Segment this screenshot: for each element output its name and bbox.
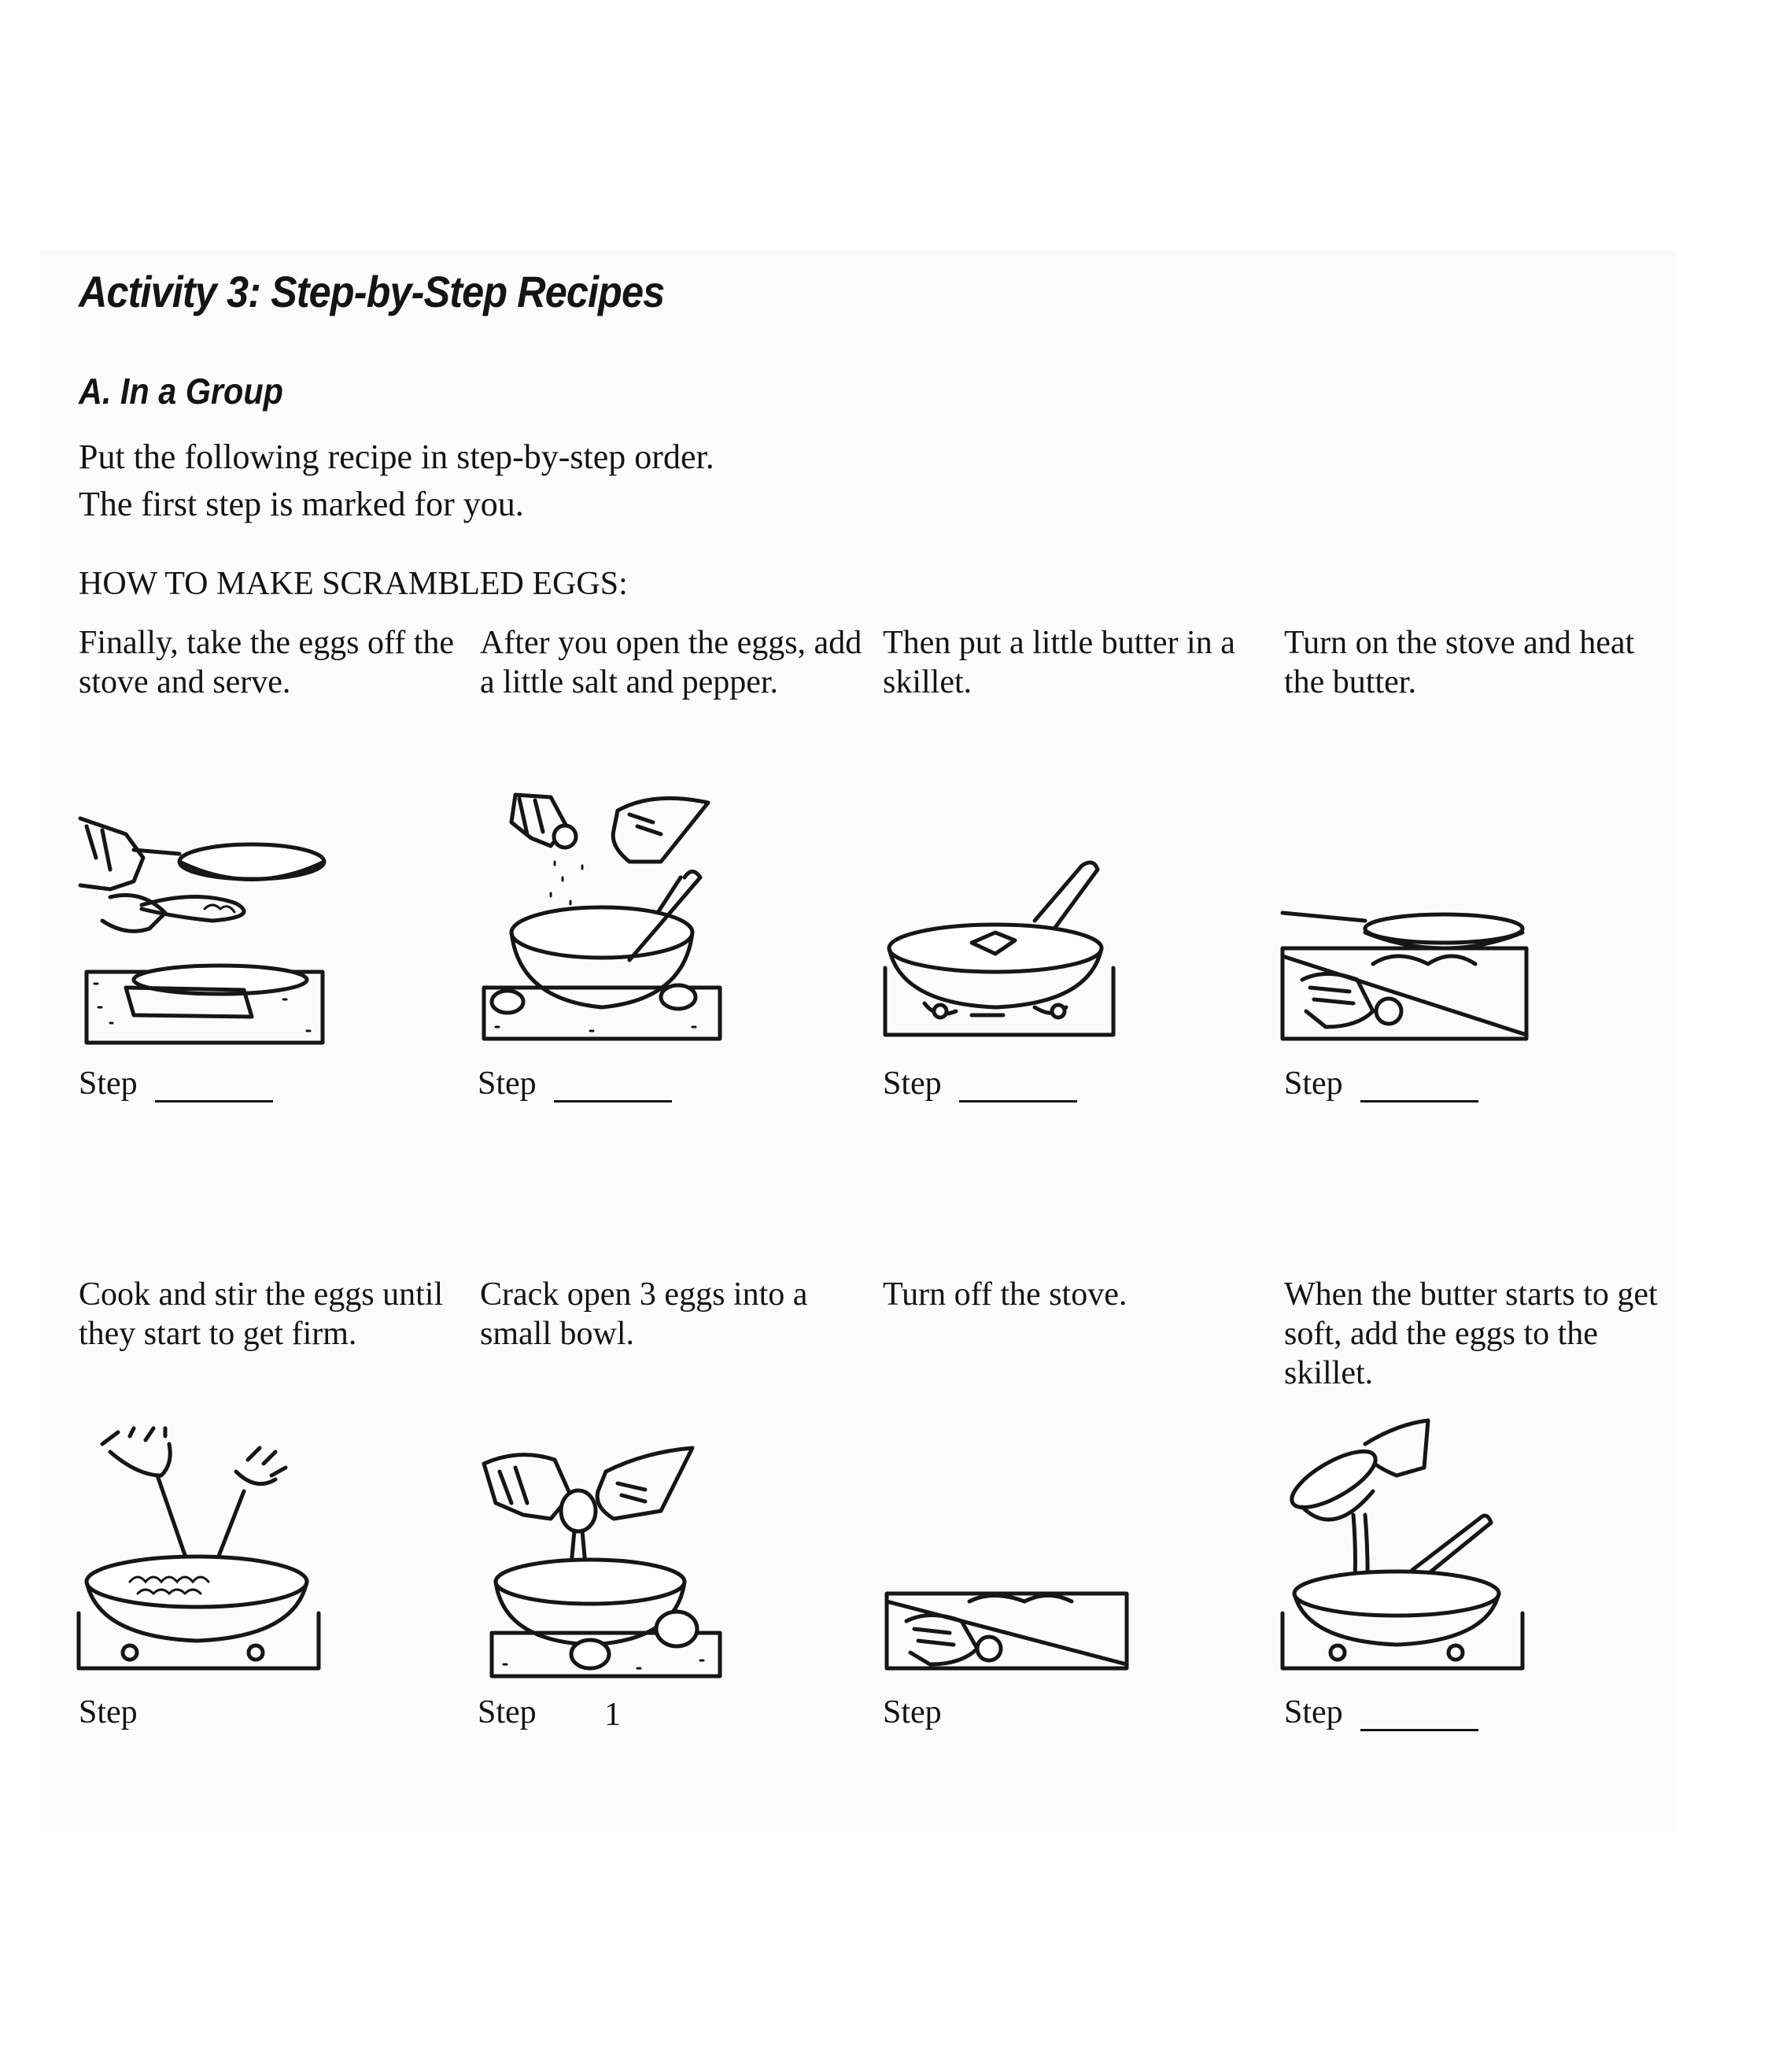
crack-eggs-icon (480, 1448, 732, 1680)
instruction-line-2: The first step is marked for you. (79, 485, 524, 523)
pour-eggs-icon (1279, 1420, 1530, 1676)
step-blank[interactable]: 1 (604, 1697, 622, 1733)
serve-eggs-icon (79, 811, 330, 1051)
recipe-card-3 (883, 623, 1276, 702)
turn-off-stove-icon (883, 1586, 1135, 1676)
step-answer-5 (79, 1693, 273, 1731)
step-label: Step (79, 1066, 138, 1102)
activity-title: Activity 3: Step-by-Step Recipes (79, 267, 665, 316)
recipe-card-7 (883, 1275, 1276, 1314)
card-text: Crack open 3 eggs into a small bowl. (480, 1276, 808, 1352)
butter-skillet-icon (877, 858, 1129, 1043)
card-text: Then put a little butter in a skillet. (883, 625, 1235, 700)
recipe-card-1 (79, 623, 472, 702)
recipe-card-2 (480, 623, 873, 702)
step-blank[interactable] (959, 1701, 1077, 1731)
recipe-card-8 (1284, 1275, 1677, 1393)
step-blank[interactable] (554, 1072, 672, 1102)
step-label: Step (478, 1694, 537, 1730)
step-blank[interactable] (1360, 1701, 1478, 1731)
recipe-card-6 (480, 1275, 873, 1354)
card-text: After you open the eggs, add a little salt and pepper. (480, 625, 862, 700)
step-answer-2 (478, 1065, 672, 1102)
step-label: Step (883, 1694, 942, 1730)
salt-pepper-icon (472, 791, 732, 1047)
step-answer-8 (1284, 1693, 1478, 1731)
step-blank[interactable] (1360, 1072, 1478, 1102)
step-answer-7 (883, 1693, 1077, 1731)
section-title: A. In a Group (79, 371, 283, 412)
stir-eggs-icon (75, 1428, 327, 1676)
step-blank[interactable] (155, 1072, 273, 1102)
card-text: Turn off the stove. (883, 1276, 1128, 1313)
step-blank[interactable] (959, 1072, 1077, 1102)
turn-on-stove-icon (1279, 909, 1530, 1047)
recipe-card-5 (79, 1275, 472, 1354)
step-label: Step (1284, 1066, 1343, 1102)
instruction-line-1: Put the following recipe in step-by-step order. (79, 438, 714, 476)
card-text: Cook and stir the eggs until they start to get firm. (79, 1276, 444, 1352)
step-label: Step (1284, 1694, 1343, 1730)
recipe-card-4 (1284, 623, 1677, 702)
card-text: Turn on the stove and heat the butter. (1284, 625, 1635, 700)
step-label: Step (478, 1066, 537, 1102)
recipe-title: HOW TO MAKE SCRAMBLED EGGS: (79, 566, 628, 602)
step-answer-6 (478, 1693, 672, 1731)
step-label: Step (79, 1694, 138, 1730)
card-text: When the butter starts to get soft, add the eggs to the skillet. (1284, 1276, 1658, 1391)
step-label: Step (883, 1066, 942, 1102)
step-answer-3 (883, 1065, 1077, 1102)
card-text: Finally, take the eggs off the stove and serve. (79, 625, 455, 700)
step-blank[interactable] (155, 1701, 273, 1731)
step-answer-4 (1284, 1065, 1478, 1102)
step-answer-1 (79, 1065, 273, 1102)
